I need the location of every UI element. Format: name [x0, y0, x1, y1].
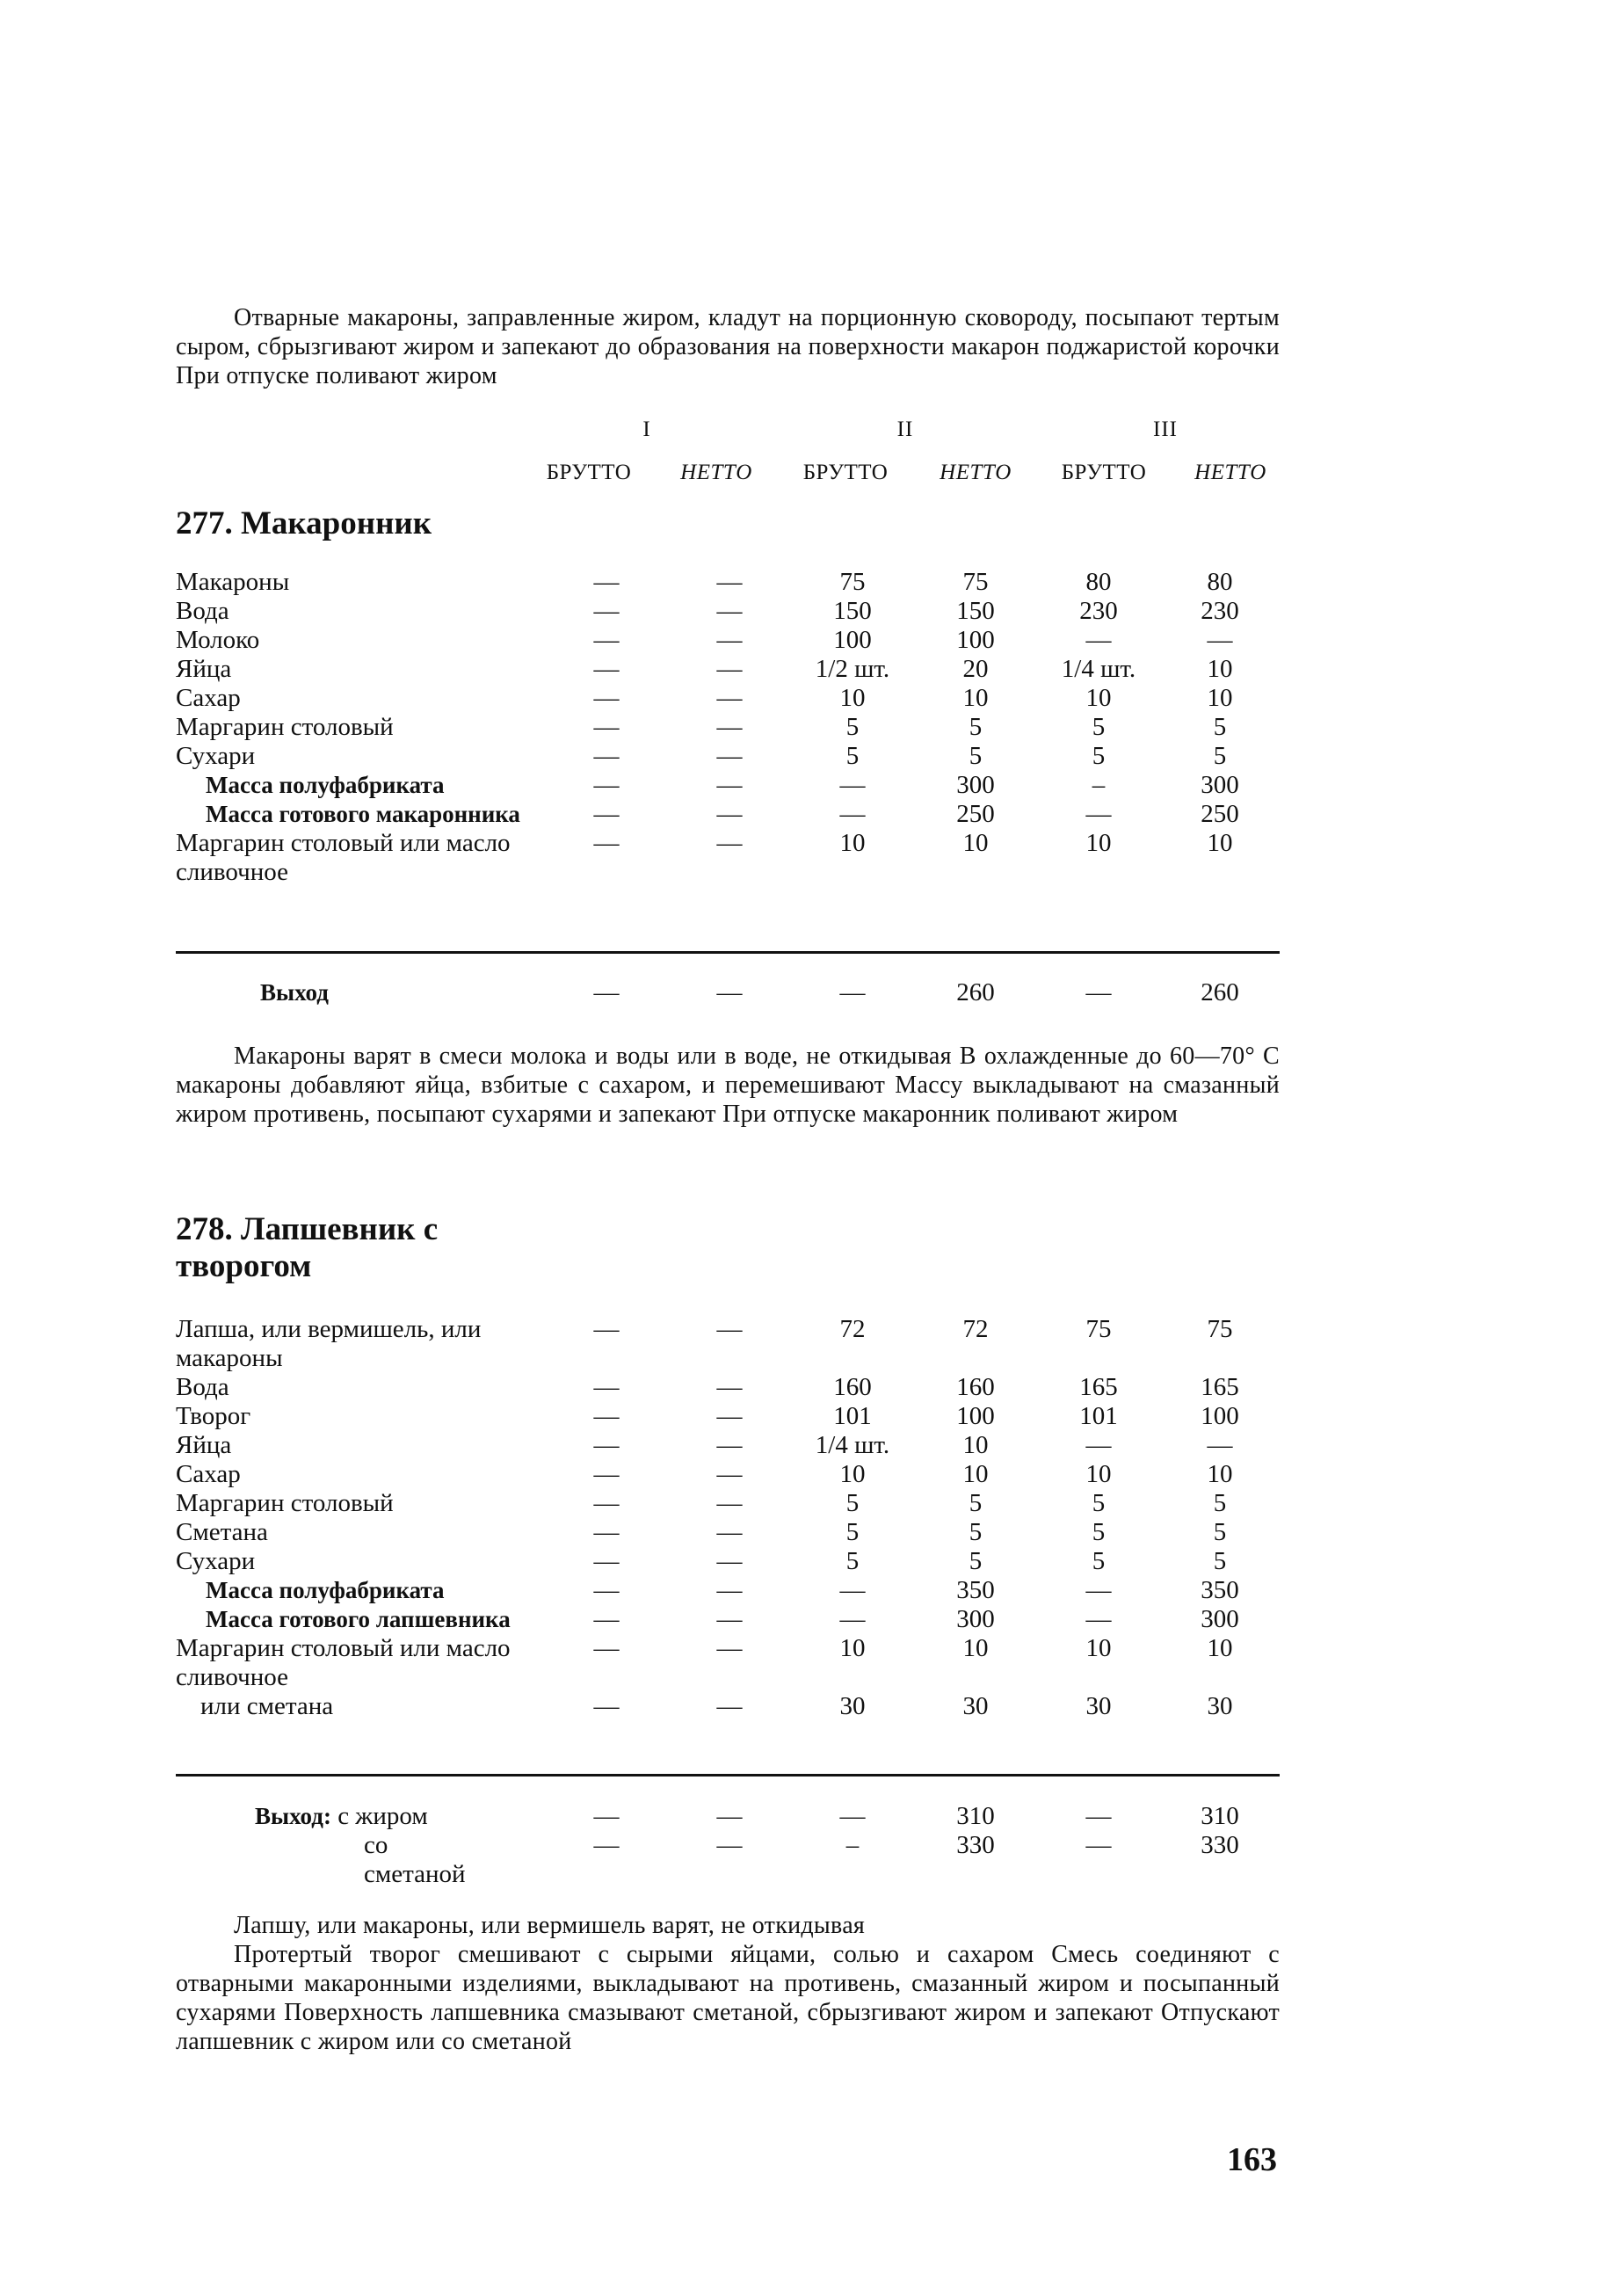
ingredient-value: — — [593, 1547, 620, 1575]
ingredient-value: 350 — [956, 1576, 995, 1604]
recipe-278-method-line1: Лапшу, или макароны, или вермишель варят, не откидывая — [234, 1912, 866, 1939]
yield-name — [176, 1802, 545, 1831]
ingredient-value: 5 — [1092, 1489, 1106, 1517]
ingredient-value: – — [1092, 771, 1106, 799]
ingredient-value: 10 — [1207, 655, 1233, 683]
ingredient-row — [176, 597, 1280, 626]
yield-variant: со сметаной — [364, 1831, 466, 1888]
yield-value: — — [1085, 1831, 1112, 1859]
col-header-brutto-3: БРУТТО — [1061, 461, 1147, 484]
column-group-1: I — [642, 418, 651, 441]
ingredient-value: — — [593, 713, 620, 741]
yield-label: Выход: — [255, 1803, 331, 1829]
ingredient-value: 75 — [1085, 1315, 1112, 1343]
ingredient-value: 5 — [1092, 713, 1106, 741]
ingredient-name: Масса готового лапшевника — [206, 1606, 511, 1632]
ingredient-row — [176, 1315, 1280, 1373]
ingredient-value: 300 — [956, 1605, 995, 1633]
ingredient-value: — — [716, 1489, 743, 1517]
ingredient-value: 5 — [1092, 1518, 1106, 1546]
ingredient-value: — — [716, 771, 743, 799]
ingredient-value: 5 — [1213, 1518, 1227, 1546]
ingredient-name: Масса готового макаронника — [206, 801, 520, 827]
ingredient-value: 10 — [962, 684, 989, 712]
ingredient-row — [176, 713, 1280, 742]
ingredient-row — [176, 1692, 1280, 1721]
ingredient-value: 10 — [1207, 1634, 1233, 1662]
ingredient-value: 5 — [1213, 1547, 1227, 1575]
ingredient-value: 72 — [962, 1315, 989, 1343]
ingredient-value: 5 — [1092, 1547, 1106, 1575]
ingredient-value: — — [716, 1547, 743, 1575]
ingredient-value: — — [839, 1605, 866, 1633]
ingredient-value: — — [593, 1605, 620, 1633]
ingredient-value: 100 — [1201, 1402, 1239, 1430]
ingredient-value: — — [1085, 1431, 1112, 1459]
ingredient-row — [176, 771, 1280, 800]
ingredient-value: 150 — [956, 597, 995, 625]
ingredient-name: Сухари — [176, 1547, 256, 1575]
ingredient-value: — — [1207, 1431, 1233, 1459]
ingredient-value: — — [593, 829, 620, 857]
ingredient-name: Маргарин столовый — [176, 1489, 394, 1517]
ingredient-value: — — [839, 771, 866, 799]
ingredient-row — [176, 1634, 1280, 1692]
ingredient-row — [176, 684, 1280, 713]
recipe-277-yield-label: Выход — [260, 979, 329, 1006]
ingredient-value: 165 — [1201, 1373, 1239, 1401]
yield-variant: с жиром — [337, 1802, 428, 1830]
ingredient-value: — — [1085, 1605, 1112, 1633]
recipe-278-yield — [176, 1802, 1280, 1889]
ingredient-value: 5 — [1092, 742, 1106, 770]
ingredient-value: 230 — [1079, 597, 1118, 625]
ingredient-value: 10 — [1085, 829, 1112, 857]
ingredient-name: Яйца — [176, 655, 232, 683]
ingredient-value: — — [593, 771, 620, 799]
ingredient-name: Сметана — [176, 1518, 268, 1546]
ingredient-value: — — [593, 1576, 620, 1604]
ingredient-value: — — [716, 1576, 743, 1604]
col-header-brutto-2: БРУТТО — [802, 461, 889, 484]
ingredient-value: 5 — [969, 1489, 983, 1517]
yield-value: — — [716, 1802, 743, 1830]
yield-value: — — [1085, 978, 1112, 1006]
ingredient-value: 230 — [1201, 597, 1239, 625]
yield-value: — — [716, 978, 743, 1006]
yield-value: — — [593, 978, 620, 1006]
ingredient-value: — — [716, 713, 743, 741]
ingredient-value: — — [716, 1634, 743, 1662]
col-header-netto-2: НЕТТО — [940, 461, 1012, 484]
ingredient-value: 1/2 шт. — [815, 655, 890, 683]
ingredient-value: 10 — [962, 829, 989, 857]
ingredient-name: Лапша, или вермишель, или макароны — [176, 1315, 482, 1372]
recipe-277-table — [176, 568, 1280, 887]
ingredient-name: Сахар — [176, 1460, 241, 1488]
ingredient-value: 30 — [1207, 1692, 1233, 1720]
ingredient-name: Маргарин столовый или масло сливочное — [176, 829, 511, 886]
recipe-278-table — [176, 1315, 1280, 1721]
ingredient-value: — — [716, 568, 743, 596]
ingredient-value: — — [593, 1373, 620, 1401]
yield-value: — — [716, 1831, 743, 1859]
ingredient-value: 10 — [1207, 684, 1233, 712]
ingredient-name: Маргарин столовый или масло сливочное — [176, 1634, 511, 1691]
ingredient-value: — — [593, 742, 620, 770]
ingredient-row — [176, 1518, 1280, 1547]
ingredient-value: — — [716, 742, 743, 770]
yield-value: — — [839, 1802, 866, 1830]
ingredient-row — [176, 626, 1280, 655]
ingredient-value: 75 — [962, 568, 989, 596]
ingredient-value: 300 — [1201, 1605, 1239, 1633]
ingredient-value: — — [839, 1576, 866, 1604]
ingredient-value: — — [716, 597, 743, 625]
ingredient-value: 100 — [956, 1402, 995, 1430]
ingredient-row — [176, 829, 1280, 887]
ingredient-value: 5 — [969, 1547, 983, 1575]
yield-value: 310 — [1201, 1802, 1239, 1830]
ingredient-value: — — [593, 1460, 620, 1488]
yield-value: — — [593, 1831, 620, 1859]
ingredient-value: — — [593, 1402, 620, 1430]
recipe-278-yield-rule — [176, 1774, 1280, 1776]
ingredient-value: 150 — [833, 597, 872, 625]
ingredient-value: — — [716, 1373, 743, 1401]
ingredient-value: 10 — [962, 1634, 989, 1662]
ingredient-value: 300 — [1201, 771, 1239, 799]
ingredient-name: Масса полуфабриката — [206, 1577, 445, 1603]
ingredient-value: — — [716, 1518, 743, 1546]
ingredient-name: Сухари — [176, 742, 256, 770]
yield-name — [176, 1831, 545, 1889]
ingredient-value: — — [716, 1460, 743, 1488]
ingredient-value: 10 — [962, 1431, 989, 1459]
yield-value: — — [839, 978, 866, 1006]
ingredient-value: — — [716, 655, 743, 683]
ingredient-row — [176, 1373, 1280, 1402]
ingredient-value: 1/4 шт. — [1061, 655, 1136, 683]
ingredient-value: 165 — [1079, 1373, 1118, 1401]
ingredient-row — [176, 1547, 1280, 1576]
ingredient-value: — — [593, 684, 620, 712]
ingredient-value: — — [1085, 1576, 1112, 1604]
ingredient-value: 5 — [1213, 713, 1227, 741]
ingredient-row — [176, 568, 1280, 597]
ingredient-value: 5 — [845, 1518, 860, 1546]
ingredient-value: — — [716, 829, 743, 857]
ingredient-value: 75 — [839, 568, 866, 596]
yield-value: 260 — [1201, 978, 1239, 1006]
ingredient-value: 5 — [1213, 742, 1227, 770]
yield-value: 330 — [1201, 1831, 1239, 1859]
ingredient-row — [176, 1402, 1280, 1431]
page-number: 163 — [1227, 2141, 1277, 2178]
ingredient-name: Маргарин столовый — [176, 713, 394, 741]
ingredient-value: — — [716, 1431, 743, 1459]
ingredient-value: 80 — [1207, 568, 1233, 596]
ingredient-value: 10 — [839, 829, 866, 857]
yield-row — [176, 1802, 1280, 1831]
ingredient-value: — — [716, 800, 743, 828]
ingredient-value: — — [593, 1431, 620, 1459]
ingredient-value: 5 — [845, 1547, 860, 1575]
ingredient-value: — — [593, 568, 620, 596]
col-header-brutto-1: БРУТТО — [546, 461, 632, 484]
ingredient-value: — — [593, 1518, 620, 1546]
ingredient-value: 100 — [833, 626, 872, 654]
ingredient-name: Сахар — [176, 684, 241, 712]
ingredient-value: 300 — [956, 771, 995, 799]
ingredient-value: — — [593, 1634, 620, 1662]
ingredient-row — [176, 1460, 1280, 1489]
ingredient-value: 5 — [969, 1518, 983, 1546]
yield-value: 310 — [956, 1802, 995, 1830]
ingredient-value: 250 — [1201, 800, 1239, 828]
ingredient-value: 10 — [1207, 829, 1233, 857]
yield-value: — — [593, 1802, 620, 1830]
ingredient-row — [176, 1431, 1280, 1460]
recipe-278-method: Протертый творог смешивают с сырыми яйцами, солью и сахаром Смесь соединяют с отварными макаронными изделиями, выкладывают на противень, смазанный жиром и посыпанный сухарями Поверхность лапшевника смазывают сметаной, сбрызгивают жиром и запекают Отпускают лапшевник с жиром или со сметаной — [176, 1941, 1280, 2055]
ingredient-row — [176, 1605, 1280, 1634]
ingredient-value: — — [1085, 800, 1112, 828]
column-group-3: III — [1153, 418, 1178, 441]
ingredient-name: Творог — [176, 1402, 251, 1430]
ingredient-row — [176, 742, 1280, 771]
col-header-netto-3: НЕТТО — [1194, 461, 1266, 484]
intro-paragraph: Отварные макароны, заправленные жиром, кладут на порционную сковороду, посыпают тертым сыром, сбрызгивают жиром и запекают до образования на поверхности макарон поджаристой корочки При отпуске поливают жиром — [176, 304, 1280, 389]
ingredient-value: 10 — [1085, 684, 1112, 712]
ingredient-value: — — [593, 655, 620, 683]
recipe-277-yield-rule — [176, 951, 1280, 954]
ingredient-value: 10 — [839, 1634, 866, 1662]
yield-value: — — [1085, 1802, 1112, 1830]
ingredient-value: 350 — [1201, 1576, 1239, 1604]
ingredient-value: 5 — [845, 713, 860, 741]
recipe-278-title: 278. Лапшевник с творогом — [176, 1211, 439, 1284]
ingredient-row — [176, 1576, 1280, 1605]
ingredient-value: — — [593, 800, 620, 828]
ingredient-value: 10 — [962, 1460, 989, 1488]
ingredient-value: 20 — [962, 655, 989, 683]
recipe-277-method: Макароны варят в смеси молока и воды или в воде, не откидывая В охлажденные до 60—70° С макароны добавляют яйца, взбитые с сахаром, и перемешивают Массу выкладывают на смазанный жиром противень, посыпают сухарями и запекают При отпуске макаронник поливают жиром — [176, 1043, 1280, 1128]
ingredient-value: — — [839, 800, 866, 828]
ingredient-row — [176, 1489, 1280, 1518]
ingredient-name: Макароны — [176, 568, 290, 596]
ingredient-value: 75 — [1207, 1315, 1233, 1343]
ingredient-value: 5 — [969, 742, 983, 770]
recipe-277-yield — [176, 978, 1280, 1007]
ingredient-name: Масса полуфабриката — [206, 772, 445, 798]
ingredient-value: 72 — [839, 1315, 866, 1343]
ingredient-value: 10 — [839, 1460, 866, 1488]
ingredient-value: 101 — [1079, 1402, 1118, 1430]
ingredient-value: 5 — [1213, 1489, 1227, 1517]
ingredient-value: 5 — [845, 742, 860, 770]
ingredient-value: 5 — [845, 1489, 860, 1517]
ingredient-value: 30 — [839, 1692, 866, 1720]
ingredient-value: — — [1207, 626, 1233, 654]
ingredient-value: — — [716, 626, 743, 654]
ingredient-row — [176, 800, 1280, 829]
yield-value: 330 — [956, 1831, 995, 1859]
ingredient-value: — — [593, 1315, 620, 1343]
ingredient-value: 5 — [969, 713, 983, 741]
ingredient-value: — — [593, 597, 620, 625]
ingredient-value: 100 — [956, 626, 995, 654]
ingredient-name: Яйца — [176, 1431, 232, 1459]
yield-value: 260 — [956, 978, 995, 1006]
ingredient-value: 1/4 шт. — [815, 1431, 890, 1459]
ingredient-value: — — [593, 1489, 620, 1517]
ingredient-value: — — [716, 1692, 743, 1720]
ingredient-value: 101 — [833, 1402, 872, 1430]
ingredient-value: — — [593, 1692, 620, 1720]
ingredient-value: — — [716, 1605, 743, 1633]
ingredient-value: 250 — [956, 800, 995, 828]
ingredient-name: или сметана — [200, 1692, 334, 1720]
ingredient-value: 10 — [1207, 1460, 1233, 1488]
yield-value: – — [845, 1831, 860, 1859]
ingredient-value: 30 — [1085, 1692, 1112, 1720]
ingredient-value: — — [716, 1402, 743, 1430]
ingredient-name: Молоко — [176, 626, 260, 654]
ingredient-name: Вода — [176, 597, 229, 625]
ingredient-name: Вода — [176, 1373, 229, 1401]
ingredient-value: 10 — [839, 684, 866, 712]
ingredient-value: — — [716, 1315, 743, 1343]
ingredient-value: 10 — [1085, 1634, 1112, 1662]
ingredient-value: — — [1085, 626, 1112, 654]
recipe-277-title: 277. Макаронник — [176, 505, 432, 541]
column-group-2: II — [896, 418, 914, 441]
ingredient-value: 160 — [956, 1373, 995, 1401]
yield-row — [176, 1831, 1280, 1889]
ingredient-value: 160 — [833, 1373, 872, 1401]
col-header-netto-1: НЕТТО — [680, 461, 752, 484]
ingredient-value: 30 — [962, 1692, 989, 1720]
ingredient-row — [176, 655, 1280, 684]
ingredient-value: — — [593, 626, 620, 654]
ingredient-value: 80 — [1085, 568, 1112, 596]
ingredient-value: — — [716, 684, 743, 712]
ingredient-value: 10 — [1085, 1460, 1112, 1488]
